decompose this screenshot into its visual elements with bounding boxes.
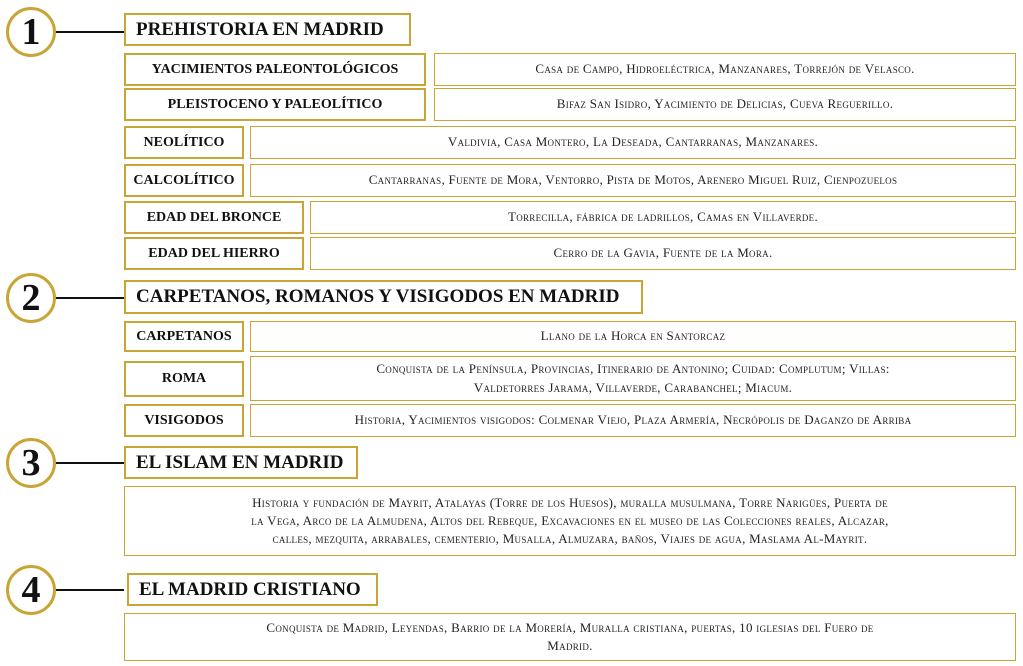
section-number-badge: 2 [6,273,56,323]
sites-line: Valdetorres Jarama, Villaverde, Carabanchel; Miacum. [473,379,793,395]
period-sites: Torrecilla, fábrica de ladrillos, Camas en Villaverde. [310,201,1016,234]
body-line: Madrid. [547,638,593,653]
period-sites: Cerro de la Gavia, Fuente de la Mora. [310,237,1016,270]
connector-line [56,297,124,299]
period-label: VISIGODOS [124,404,244,437]
section-title: PREHISTORIA EN MADRID [124,13,411,46]
period-sites: Bifaz San Isidro, Yacimiento de Delicias, Cueva Reguerillo. [434,88,1016,121]
section-title: EL MADRID CRISTIANO [127,573,378,606]
period-label: EDAD DEL BRONCE [124,201,304,234]
section-number-badge: 4 [6,565,56,615]
period-sites: Valdivia, Casa Montero, La Deseada, Cantarranas, Manzanares. [250,126,1016,159]
connector-line [56,589,124,591]
period-label: ROMA [124,361,244,397]
sites-line: Conquista de la Península, Provincias, Itinerario de Antonino; Cuidad: Complutum; Villas: [376,361,890,377]
body-line: la Vega, Arco de la Almudena, Altos del Rebeque, Excavaciones en el museo de las Colecciones reales, Alcazar, [251,512,889,528]
body-line: calles, mezquita, arrabales, cementerio, Musalla, Almuzara, baños, Viajes de agua, Maslama Al-Mayrit. [272,531,868,547]
section-number-badge: 1 [6,7,56,57]
section-body [124,613,1016,661]
section-body [124,486,1016,556]
period-sites: Historia, Yacimientos visigodos: Colmenar Viejo, Plaza Armería, Necrópolis de Daganzo de Arriba [250,404,1016,437]
period-sites: Casa de Campo, Hidroeléctrica, Manzanares, Torrejón de Velasco. [434,53,1016,86]
section-title: CARPETANOS, ROMANOS Y VISIGODOS EN MADRID [124,280,643,314]
period-sites: Cantarranas, Fuente de Mora, Ventorro, Pista de Motos, Arenero Miguel Ruiz, Cienpozuelos [250,164,1016,197]
period-label: CALCOLÍTICO [124,164,244,197]
period-sites [250,356,1016,401]
period-sites: Llano de la Horca en Santorcaz [250,321,1016,352]
body-line: Conquista de Madrid, Leyendas, Barrio de la Morería, Muralla cristiana, puertas, 10 iglesias del Fuero de [266,619,874,635]
connector-line [56,462,124,464]
period-label: EDAD DEL HIERRO [124,237,304,270]
period-label: NEOLÍTICO [124,126,244,159]
period-label: YACIMIENTOS PALEONTOLÓGICOS [124,53,426,86]
connector-line [56,31,124,33]
period-label: PLEISTOCENO Y PALEOLÍTICO [124,88,426,121]
body-line: Historia y fundación de Mayrit, Atalayas (Torre de los Huesos), muralla musulmana, Torre Narigües, Puerta de [252,494,888,510]
period-label: CARPETANOS [124,321,244,352]
section-number-badge: 3 [6,438,56,488]
section-title: EL ISLAM EN MADRID [124,446,358,479]
